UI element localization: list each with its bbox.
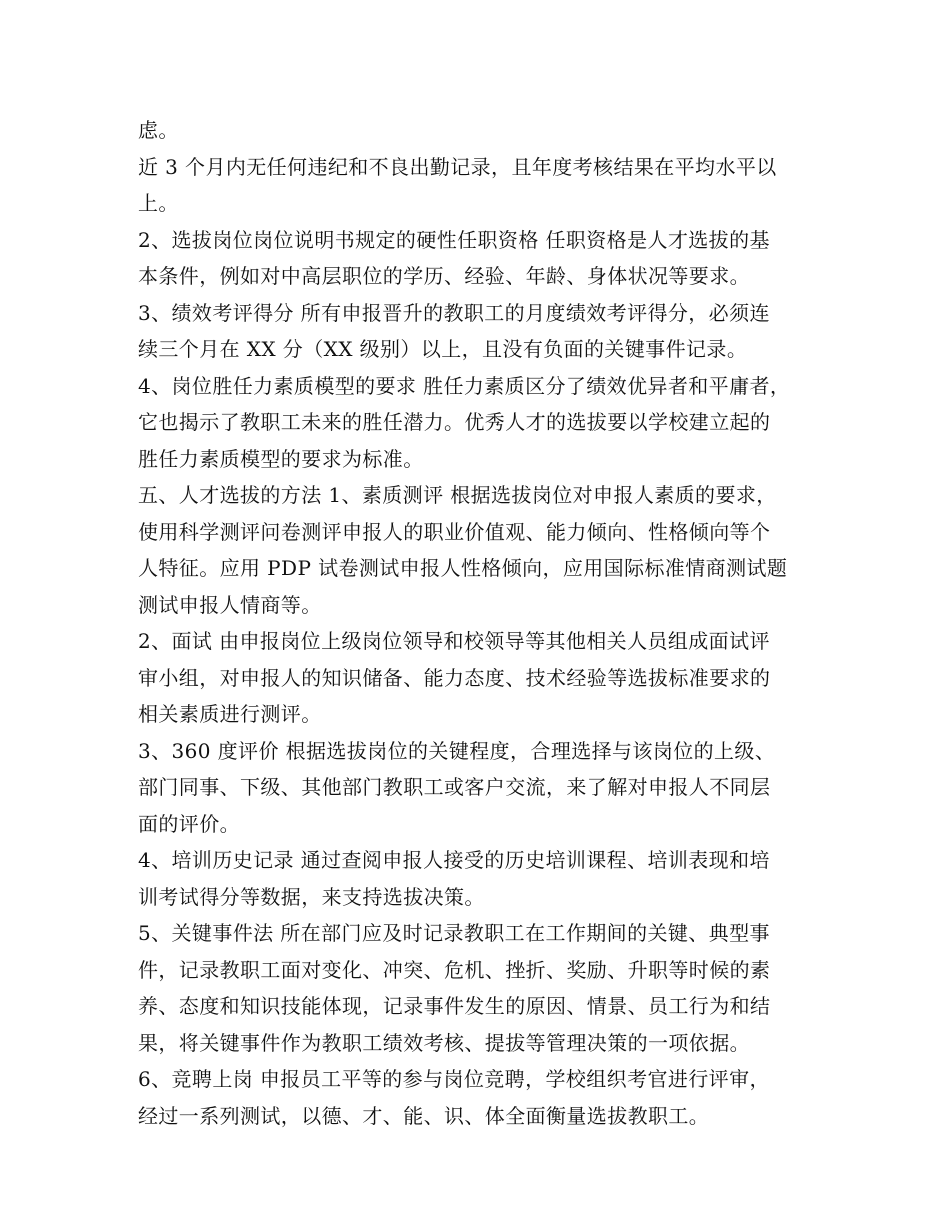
text-line: 4、岗位胜任力素质模型的要求 胜任力素质区分了绩效优异者和平庸者， — [138, 373, 791, 398]
text-line: 虑。 — [138, 118, 179, 142]
text-line: 果，将关键事件作为教职工绩效考核、提拔等管理决策的一项依据。 — [138, 1030, 750, 1055]
text-line: 训考试得分等数据，来支持选拔决策。 — [138, 884, 485, 909]
text-line: 近 3 个月内无任何违纪和不良出勤记录，且年度考核结果在平均水平以 — [138, 154, 777, 179]
text-line: 6、竞聘上岗 申报员工平等的参与岗位竞聘，学校组织考官进行评审， — [138, 1067, 770, 1091]
text-line: 3、绩效考评得分 所有申报晋升的教职工的月度绩效考评得分，必须连 — [138, 300, 770, 325]
text-line: 续三个月在 XX 分（XX 级别）以上，且没有负面的关键事件记录。 — [138, 337, 748, 361]
text-line: 审小组，对申报人的知识储备、能力态度、技术经验等选拔标准要求的 — [138, 665, 771, 690]
text-line: 2、选拔岗位岗位说明书规定的硬性任职资格 任职资格是人才选拔的基 — [138, 227, 770, 252]
text-line: 胜任力素质模型的要求为标准。 — [138, 446, 424, 471]
text-line: 人特征。应用 PDP 试卷测试申报人性格倾向，应用国际标准情商测试题 — [138, 556, 788, 580]
text-line: 上。 — [138, 191, 179, 215]
text-line: 4、培训历史记录 通过查阅申报人接受的历史培训课程、培训表现和培 — [138, 848, 770, 872]
text-line: 相关素质进行测评。 — [138, 702, 322, 726]
text-line: 本条件，例如对中高层职位的学历、经验、年龄、身体状况等要求。 — [138, 264, 750, 288]
text-line: 件，记录教职工面对变化、冲突、危机、挫折、奖励、升职等时候的素 — [138, 957, 771, 982]
text-line: 部门同事、下级、其他部门教职工或客户交流，来了解对申报人不同层 — [138, 775, 771, 799]
text-line: 测试申报人情商等。 — [138, 592, 322, 617]
text-line: 养、态度和知识技能体现，记录事件发生的原因、情景、员工行为和结 — [138, 994, 771, 1018]
document-body — [138, 112, 828, 1134]
text-line: 五、人才选拔的方法 1、素质测评 根据选拔岗位对申报人素质的要求， — [138, 483, 777, 507]
text-line: 面的评价。 — [138, 811, 240, 836]
text-line: 3、360 度评价 根据选拔岗位的关键程度，合理选择与该岗位的上级、 — [138, 738, 776, 763]
text-line: 使用科学测评问卷测评申报人的职业价值观、能力倾向、性格倾向等个 — [138, 519, 771, 544]
text-line: 它也揭示了教职工未来的胜任潜力。优秀人才的选拔要以学校建立起的 — [138, 410, 771, 434]
text-line: 5、关键事件法 所在部门应及时记录教职工在工作期间的关键、典型事 — [138, 921, 770, 945]
text-line: 2、面试 由申报岗位上级岗位领导和校领导等其他相关人员组成面试评 — [138, 629, 770, 653]
text-line: 经过一系列测试，以德、才、能、识、体全面衡量选拔教职工。 — [138, 1103, 710, 1128]
